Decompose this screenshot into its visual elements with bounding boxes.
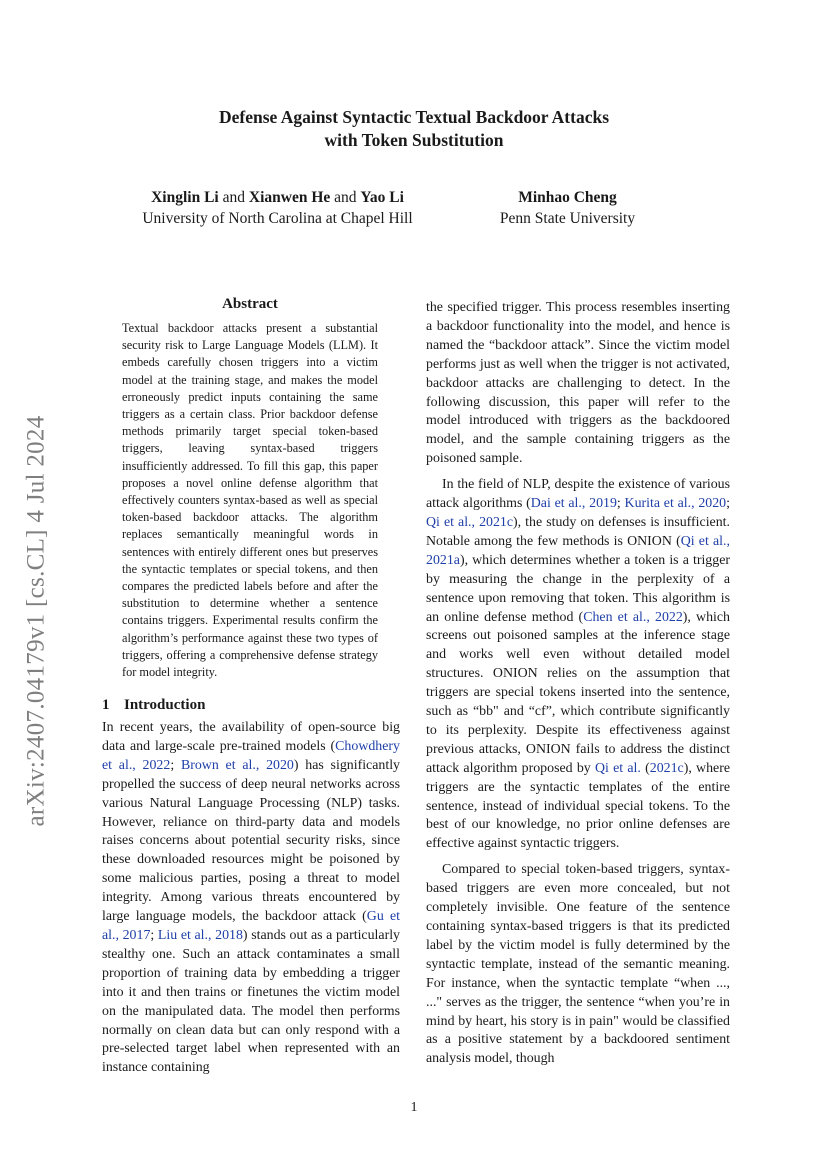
- author-affiliation: Penn State University: [499, 210, 636, 227]
- citation-link[interactable]: Qi et al., 2021a: [426, 533, 730, 568]
- author-name: Minhao Cheng: [518, 189, 617, 206]
- title-line-1: Defense Against Syntactic Textual Backdoor Attacks: [218, 107, 610, 127]
- citation-link[interactable]: Brown et al., 2020: [180, 757, 294, 773]
- intro-paragraph: In recent years, the availability of open-source big data and large-scale pre-trained models (Chowdhery et al., 2022; Brown et al., 2020) has significantly propelled the success of deep neural networks across various Natural Language Processing (NLP) tasks. However, reliance on third-party data and models raises concerns about potential security risks, since these downloaded resources might be poisoned by some malicious parties, posing a threat to model integrity. Among various threats encountered by large language models, the backdoor attack (Gu et al., 2017; Liu et al., 2018) stands out as a particularly stealthy one. Such an attack contaminates a small proportion of training data by embedding a trigger into it and then trains or finetunes the victim model on the manipulated data. The model then performs normally on clean data but can only respond with a pre-selected target label when represented with an instance containing: [102, 720, 400, 1076]
- citation-link[interactable]: Liu et al., 2018: [157, 927, 243, 943]
- citation-link[interactable]: Qi et al., 2021c: [426, 514, 514, 530]
- author-separator: and: [222, 189, 245, 206]
- author-names: [120, 187, 435, 208]
- body-paragraph: the specified trigger. This process resembles inserting a backdoor functionality into the model, and hence is named the “backdoor attack”. Since the victim model performs just as well when the trigger is not activated, backdoor attacks are challenging to detect. In the following discussion, this paper will refer to the model introduced with triggers as the backdoored model, and the sample containing triggers as the poisoned sample.: [426, 300, 730, 467]
- section-title: Introduction: [124, 697, 206, 713]
- author-separator: and: [334, 189, 357, 206]
- arxiv-stamp: [20, 381, 54, 861]
- citation-link[interactable]: 2021c: [649, 760, 684, 776]
- citation-link[interactable]: Dai et al., 2019: [530, 496, 617, 512]
- author-name: Yao Li: [360, 189, 404, 206]
- citation-link[interactable]: Gu et al., 2017: [102, 909, 400, 943]
- arxiv-identifier: arXiv:2407.04179v1 [cs.CL] 4 Jul 2024: [23, 415, 51, 827]
- author-affiliation: University of North Carolina at Chapel Hill: [142, 210, 413, 227]
- left-column: [102, 719, 400, 1078]
- abstract-body: Textual backdoor attacks present a substantial security risk to Large Language Models (LLM). It embeds carefully chosen triggers into a victim model at the training stage, and makes the model erroneously predict inputs containing the same triggers as a certain class. Prior backdoor defense methods primarily target special token-based triggers, leaving syntax-based triggers insufficiently addressed. To fill this gap, this paper proposes a novel online defense algorithm that effectively counters syntax-based as well as special token-based backdoor attacks. The algorithm replaces semantically meaningful words in sentences with entirely different ones but preserves the syntactic templates or special tokens, and then compares the predicted labels before and after the substitution to determine whether a sentence contains triggers. Experimental results confirm the algorithm’s performance against these two types of triggers, offering a comprehensive defense strategy for model integrity.: [122, 321, 378, 680]
- author-block-right: [455, 187, 680, 229]
- right-column: [426, 299, 730, 1069]
- citation-link[interactable]: Chowdhery et al., 2022: [102, 738, 400, 773]
- body-paragraph: In the field of NLP, despite the existence of various attack algorithms (Dai et al., 2019; Kurita et al., 2020; Qi et al., 2021c), the study on defenses is insufficient. Notable among the few methods is ONION (Qi et al., 2021a), which determines whether a token is a trigger by measuring the change in the perplexity of a sentence upon removing that token. This algorithm is an online defense method (Chen et al., 2022), which screens out poisoned samples at the inference stage and works well even without detailed model structures. ONION relies on the assumption that triggers are special tokens inserted into the sentence, such as “bb" and “cf”, which contribute significantly to its perplexity. Despite its effectiveness against previous attacks, ONION fails to address the distinct attack algorithm proposed by Qi et al. (2021c), where triggers are the syntactic templates of the entire sentence, instead of individual special tokens. To the best of our knowledge, no prior online defenses are effective against syntactic triggers.: [426, 477, 731, 852]
- citation-link[interactable]: Qi et al.: [594, 760, 641, 776]
- author-name: Xinglin Li: [151, 189, 219, 206]
- author-block-left: [120, 187, 435, 229]
- page-number: 1: [410, 1100, 418, 1115]
- section-heading: [102, 697, 205, 714]
- citation-link[interactable]: Kurita et al., 2020: [624, 496, 727, 512]
- section-number: 1: [102, 697, 110, 713]
- paper-title: [150, 106, 678, 152]
- citation-link[interactable]: Chen et al., 2022: [583, 609, 683, 625]
- title-line-2: with Token Substitution: [324, 130, 504, 150]
- body-paragraph: Compared to special token-based triggers, syntax-based triggers are even more concealed, but not completely invisible. One feature of the sentence containing syntax-based triggers is that its predicted label by the victim model is fully determined by the syntactic template, instead of the semantic meaning. For instance, when the syntactic template “when ..., ..." serves as the trigger, the sentence “when you’re in mind by heart, his story is in pain" would be classified as a positive statement by a backdoored sentiment analysis model, though: [426, 862, 730, 1067]
- abstract-heading: Abstract: [222, 296, 278, 312]
- author-name: Xianwen He: [248, 189, 331, 206]
